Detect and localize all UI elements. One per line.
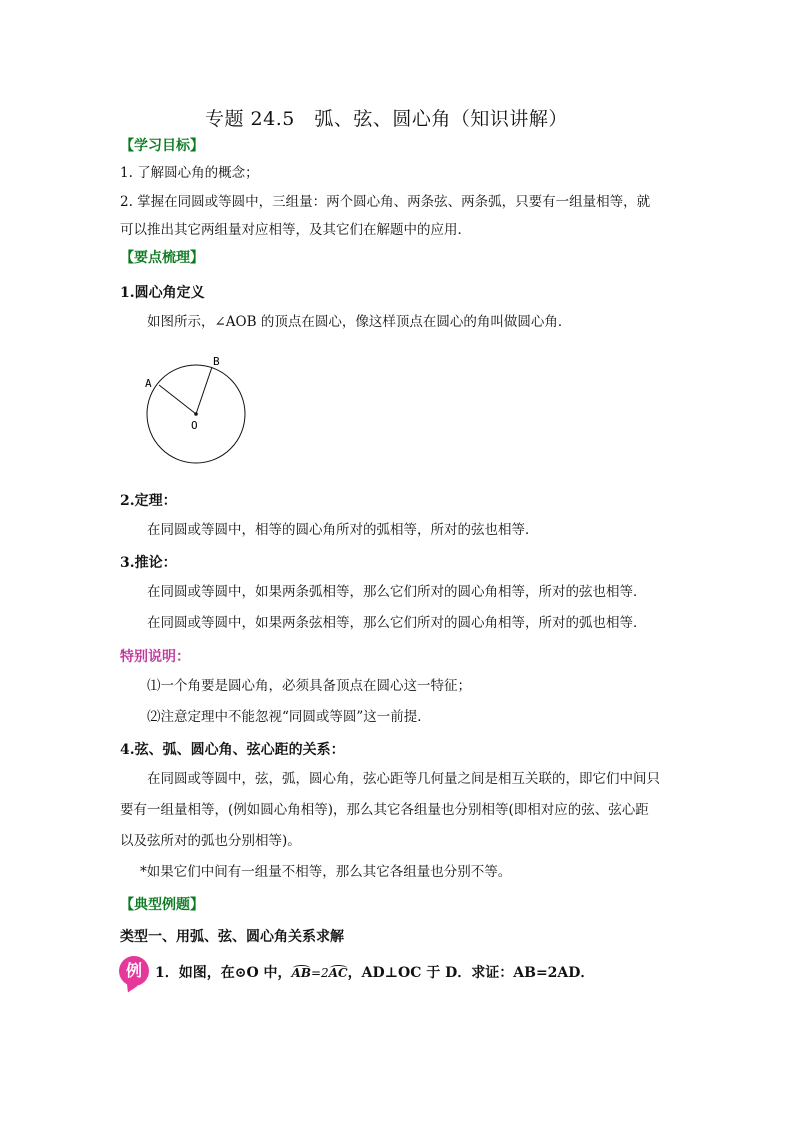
point-label-b: B bbox=[213, 355, 220, 368]
section-goals-heading: 【学习目标】 bbox=[120, 138, 204, 154]
radius-ob bbox=[196, 367, 212, 414]
relation-line-1: 在同圆或等圆中，弦，弧，圆心角，弦心距等几何量之间是相互关联的，即它们中间只 bbox=[147, 771, 660, 787]
relation-heading: 4.弦、弧、圆心角、弦心距的关系： bbox=[120, 742, 345, 758]
example-badge: 例 bbox=[119, 956, 149, 986]
definition-text: 如图所示，∠AOB 的顶点在圆心，像这样顶点在圆心的角叫做圆心角． bbox=[147, 314, 572, 330]
corollary-1: 在同圆或等圆中，如果两条弧相等，那么它们所对的圆心角相等，所对的弦也相等． bbox=[147, 584, 647, 600]
special-note-1: ⑴一个角要是圆心角，必须具备顶点在圆心这一特征； bbox=[147, 678, 471, 694]
circle-figure bbox=[135, 350, 255, 470]
corollary-2: 在同圆或等圆中，如果两条弦相等，那么它们所对的圆心角相等，所对的弧也相等． bbox=[147, 615, 647, 631]
theorem-heading: 2.定理： bbox=[120, 493, 177, 509]
page-title: 专题 24.5 弧、弦、圆心角（知识讲解） bbox=[205, 108, 568, 130]
example-1-eq: =2 bbox=[311, 966, 329, 980]
arc-ab: AB bbox=[291, 966, 311, 980]
example-1-suffix: ，AD⊥OC 于 D．求证：AB=2AD． bbox=[347, 965, 595, 981]
relation-line-3: 以及弦所对的弧也分别相等)。 bbox=[120, 833, 301, 849]
definition-heading: 1.圆心角定义 bbox=[120, 285, 205, 301]
radius-oa bbox=[159, 385, 196, 414]
goal-item-2-line1: 2. 掌握在同圆或等圆中，三组量：两个圆心角、两条弦、两条弧，只要有一组量相等，就 bbox=[120, 194, 651, 210]
section-examples-heading: 【典型例题】 bbox=[120, 897, 204, 913]
goal-item-2-line2: 可以推出其它两组量对应相等，及其它们在解题中的应用． bbox=[120, 222, 471, 238]
example-type-1: 类型一、用弧、弦、圆心角关系求解 bbox=[120, 929, 344, 945]
center-point bbox=[194, 412, 198, 416]
relation-line-2: 要有一组量相等，(例如圆心角相等)，那么其它各组量也分别相等(即相对应的弦、弦心距 bbox=[120, 802, 649, 818]
goal-item-1: 1. 了解圆心角的概念； bbox=[120, 165, 259, 181]
special-note-2: ⑵注意定理中不能忽视“同圆或等圆”这一前提． bbox=[147, 709, 431, 725]
point-label-a: A bbox=[145, 377, 152, 390]
section-points-heading: 【要点梳理】 bbox=[120, 250, 204, 266]
relation-note: *如果它们中间有一组量不相等，那么其它各组量也分别不等。 bbox=[140, 864, 512, 880]
theorem-text: 在同圆或等圆中，相等的圆心角所对的弧相等，所对的弦也相等． bbox=[147, 522, 539, 538]
arc-ac: AC bbox=[328, 966, 348, 980]
point-label-o: O bbox=[191, 419, 198, 432]
example-1 bbox=[155, 962, 594, 982]
corollary-heading: 3.推论： bbox=[120, 555, 177, 571]
example-1-prefix: 1．如图，在⊙O 中， bbox=[155, 965, 292, 981]
special-note-heading: 特别说明： bbox=[120, 649, 190, 665]
